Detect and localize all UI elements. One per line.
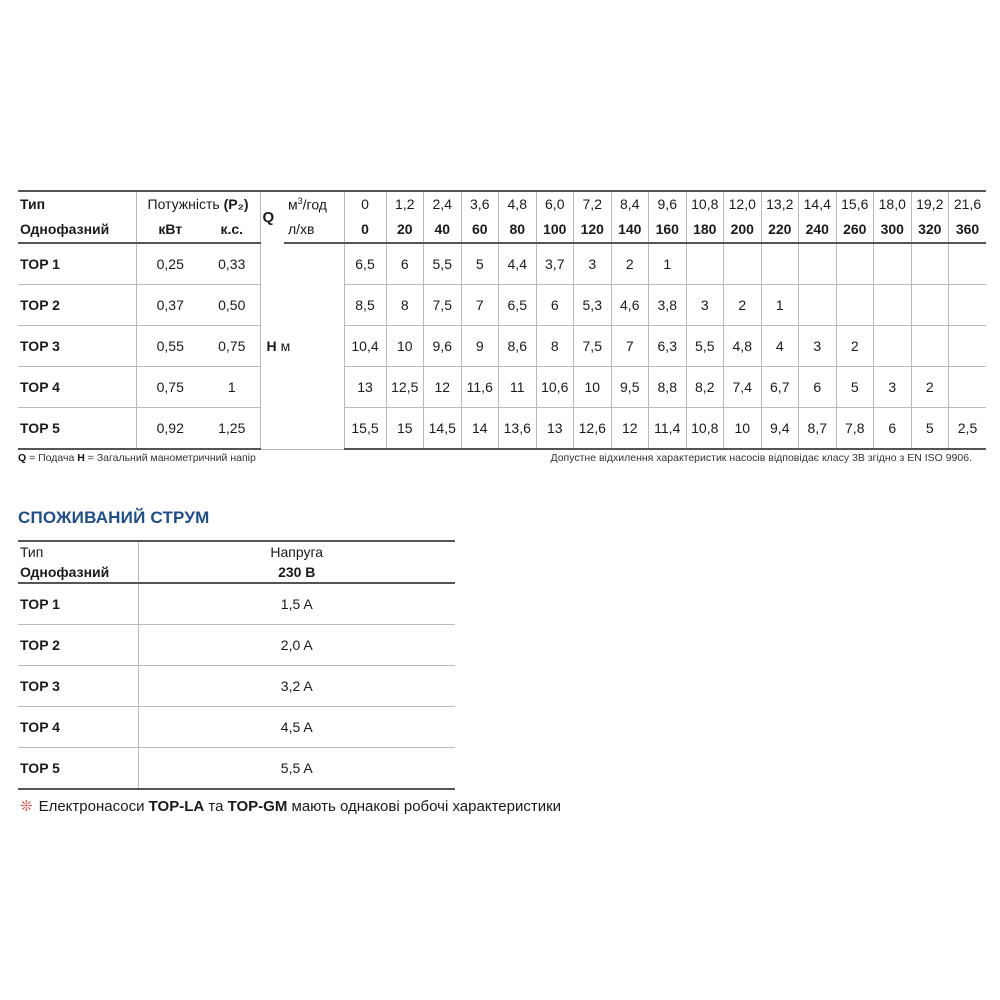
current-value: 3,2 A: [138, 666, 455, 707]
flow-lmin-cell: 260: [836, 216, 874, 243]
head-value: 7,5: [424, 285, 462, 326]
head-value: 14: [461, 408, 499, 450]
head-value: 8,5: [344, 285, 386, 326]
head-value: [724, 243, 762, 285]
power-kw: 0,92: [136, 408, 204, 450]
flow-m3h-cell: 10,8: [686, 191, 724, 216]
flow-lmin-cell: 20: [386, 216, 424, 243]
head-value: 12,6: [574, 408, 612, 450]
section-title: СПОЖИВАНИЙ СТРУМ: [18, 508, 210, 527]
current-table: [18, 540, 455, 790]
head-value: 4: [761, 326, 799, 367]
header-kw: кВт: [136, 216, 204, 243]
head-value: 10,4: [344, 326, 386, 367]
current-value: 1,5 A: [138, 583, 455, 625]
flow-lmin-cell: 100: [536, 216, 574, 243]
head-value: 6,5: [344, 243, 386, 285]
table-row: [18, 285, 986, 326]
model-name: TOP 3: [18, 326, 136, 367]
head-value: 3,8: [649, 285, 687, 326]
head-value: 8,6: [499, 326, 537, 367]
head-value: 12: [424, 367, 462, 408]
current-header-row-2: [18, 562, 455, 583]
model-name: TOP 2: [18, 285, 136, 326]
current-value: 5,5 A: [138, 748, 455, 790]
flow-lmin-cell: 160: [649, 216, 687, 243]
head-value: 2: [724, 285, 762, 326]
flow-m3h-cell: 7,2: [574, 191, 612, 216]
power-hp: 1,25: [204, 408, 260, 450]
head-value: 14,5: [424, 408, 462, 450]
head-value: 5: [461, 243, 499, 285]
head-value: 13: [536, 408, 574, 450]
model-name: TOP 2: [18, 625, 138, 666]
head-value: 1: [761, 285, 799, 326]
flow-m3h-cell: 3,6: [461, 191, 499, 216]
power-kw: 0,37: [136, 285, 204, 326]
legend-note: Q = Подача H = Загальний манометричний напір: [18, 452, 256, 464]
power-hp: 0,50: [204, 285, 260, 326]
head-value: 9: [461, 326, 499, 367]
flow-m3h-cell: 15,6: [836, 191, 874, 216]
header-hp: к.с.: [204, 216, 260, 243]
head-value: 1: [649, 243, 687, 285]
head-value: [874, 243, 912, 285]
table-row: [18, 666, 455, 707]
flow-lmin-cell: 0: [344, 216, 386, 243]
head-value: 3: [874, 367, 912, 408]
flow-lmin-cell: 40: [424, 216, 462, 243]
head-value: 5: [836, 367, 874, 408]
header-unit-m3h: $м^3$/год: [284, 191, 344, 216]
flow-m3h-cell: 21,6: [949, 191, 987, 216]
flow-m3h-cell: 2,4: [424, 191, 462, 216]
head-value: [686, 243, 724, 285]
model-name: TOP 5: [18, 408, 136, 450]
flow-m3h-cell: 14,4: [799, 191, 837, 216]
head-value: [836, 243, 874, 285]
head-value: 4,8: [724, 326, 762, 367]
head-value: 15,5: [344, 408, 386, 450]
head-label: H м: [260, 243, 344, 449]
head-value: 12,5: [386, 367, 424, 408]
current-value: 4,5 A: [138, 707, 455, 748]
flow-lmin-cell: 60: [461, 216, 499, 243]
head-value: [911, 326, 949, 367]
flow-m3h-cell: 4,8: [499, 191, 537, 216]
head-value: 2,5: [949, 408, 987, 450]
head-value: 7,8: [836, 408, 874, 450]
head-value: 3: [686, 285, 724, 326]
head-value: [949, 285, 987, 326]
table-row: [18, 748, 455, 790]
head-value: 9,4: [761, 408, 799, 450]
head-value: 9,6: [424, 326, 462, 367]
head-value: 13,6: [499, 408, 537, 450]
head-value: [911, 285, 949, 326]
head-value: [949, 243, 987, 285]
head-value: 8: [536, 326, 574, 367]
flow-lmin-cell: 120: [574, 216, 612, 243]
head-value: 6: [799, 367, 837, 408]
header-type: Тип: [18, 191, 136, 216]
table-row: [18, 707, 455, 748]
head-value: [911, 243, 949, 285]
head-value: 8,8: [649, 367, 687, 408]
head-value: 11,4: [649, 408, 687, 450]
head-value: 10,6: [536, 367, 574, 408]
footnote: ❊ Електронасоси TOP-LA та TOP-GM мають однакові робочі характеристики: [20, 798, 562, 815]
performance-table: [18, 190, 986, 450]
current-header-row-1: [18, 541, 455, 562]
model-name: TOP 4: [18, 707, 138, 748]
head-value: [761, 243, 799, 285]
flow-m3h-cell: 9,6: [649, 191, 687, 216]
flow-m3h-cell: 18,0: [874, 191, 912, 216]
head-value: [949, 367, 987, 408]
header-row-2: [18, 216, 986, 243]
head-value: 6: [386, 243, 424, 285]
head-value: [836, 285, 874, 326]
head-value: [799, 243, 837, 285]
head-value: 7: [611, 326, 649, 367]
head-value: 15: [386, 408, 424, 450]
header-q: Q: [260, 191, 284, 243]
head-value: 10: [574, 367, 612, 408]
current-header-voltage: Напруга: [138, 541, 455, 562]
flow-lmin-cell: 200: [724, 216, 762, 243]
head-value: 3: [574, 243, 612, 285]
flow-m3h-cell: 13,2: [761, 191, 799, 216]
power-kw: 0,55: [136, 326, 204, 367]
head-value: 8,2: [686, 367, 724, 408]
asterisk-icon: ❊: [20, 798, 33, 815]
current-header-type: Тип: [18, 541, 138, 562]
flow-lmin-cell: 240: [799, 216, 837, 243]
head-value: 6: [536, 285, 574, 326]
head-value: 5: [911, 408, 949, 450]
header-power-symbol: (P₂): [223, 196, 249, 212]
head-value: 11,6: [461, 367, 499, 408]
table-row: [18, 326, 986, 367]
head-value: 6,7: [761, 367, 799, 408]
head-value: 7: [461, 285, 499, 326]
head-value: 5,5: [686, 326, 724, 367]
header-row-1: [18, 191, 986, 216]
current-value: 2,0 A: [138, 625, 455, 666]
head-value: 10: [724, 408, 762, 450]
head-value: 9,5: [611, 367, 649, 408]
power-kw: 0,75: [136, 367, 204, 408]
current-header-voltage-value: 230 В: [138, 562, 455, 583]
head-value: 7,4: [724, 367, 762, 408]
flow-lmin-cell: 300: [874, 216, 912, 243]
table-row: [18, 367, 986, 408]
head-value: 3,7: [536, 243, 574, 285]
head-value: 10,8: [686, 408, 724, 450]
current-header-phase: Однофазний: [18, 562, 138, 583]
power-hp: 0,75: [204, 326, 260, 367]
head-value: 7,5: [574, 326, 612, 367]
tolerance-note: Допустне відхилення характеристик насосів відповідає класу 3B згідно з EN ISO 9906.: [550, 452, 972, 464]
model-name: TOP 3: [18, 666, 138, 707]
head-value: 5,3: [574, 285, 612, 326]
head-value: 6,3: [649, 326, 687, 367]
table-row: [18, 408, 986, 450]
header-power: [136, 191, 260, 216]
head-value: 2: [911, 367, 949, 408]
head-value: [799, 285, 837, 326]
table-row: [18, 625, 455, 666]
flow-m3h-cell: 6,0: [536, 191, 574, 216]
head-value: 5,5: [424, 243, 462, 285]
head-value: [949, 326, 987, 367]
flow-lmin-cell: 320: [911, 216, 949, 243]
head-value: 4,4: [499, 243, 537, 285]
flow-m3h-cell: 0: [344, 191, 386, 216]
flow-m3h-cell: 8,4: [611, 191, 649, 216]
header-unit-lmin: л/хв: [284, 216, 344, 243]
table-row: [18, 583, 455, 625]
head-value: 6: [874, 408, 912, 450]
head-value: 8,7: [799, 408, 837, 450]
head-value: 4,6: [611, 285, 649, 326]
flow-lmin-cell: 180: [686, 216, 724, 243]
flow-lmin-cell: 360: [949, 216, 987, 243]
model-name: TOP 4: [18, 367, 136, 408]
head-value: [874, 285, 912, 326]
header-power-word: Потужність: [147, 196, 220, 212]
model-name: TOP 5: [18, 748, 138, 790]
head-value: [874, 326, 912, 367]
flow-m3h-cell: 1,2: [386, 191, 424, 216]
head-value: 10: [386, 326, 424, 367]
flow-lmin-cell: 220: [761, 216, 799, 243]
flow-m3h-cell: 12,0: [724, 191, 762, 216]
head-value: 2: [836, 326, 874, 367]
header-phase: Однофазний: [18, 216, 136, 243]
power-hp: 0,33: [204, 243, 260, 285]
model-name: TOP 1: [18, 243, 136, 285]
flow-lmin-cell: 140: [611, 216, 649, 243]
flow-m3h-cell: 19,2: [911, 191, 949, 216]
head-value: 8: [386, 285, 424, 326]
head-value: 3: [799, 326, 837, 367]
head-value: 13: [344, 367, 386, 408]
model-name: TOP 1: [18, 583, 138, 625]
head-value: 6,5: [499, 285, 537, 326]
head-value: 12: [611, 408, 649, 450]
power-hp: 1: [204, 367, 260, 408]
power-kw: 0,25: [136, 243, 204, 285]
table-row: [18, 243, 986, 285]
head-value: 11: [499, 367, 537, 408]
flow-lmin-cell: 80: [499, 216, 537, 243]
head-value: 2: [611, 243, 649, 285]
